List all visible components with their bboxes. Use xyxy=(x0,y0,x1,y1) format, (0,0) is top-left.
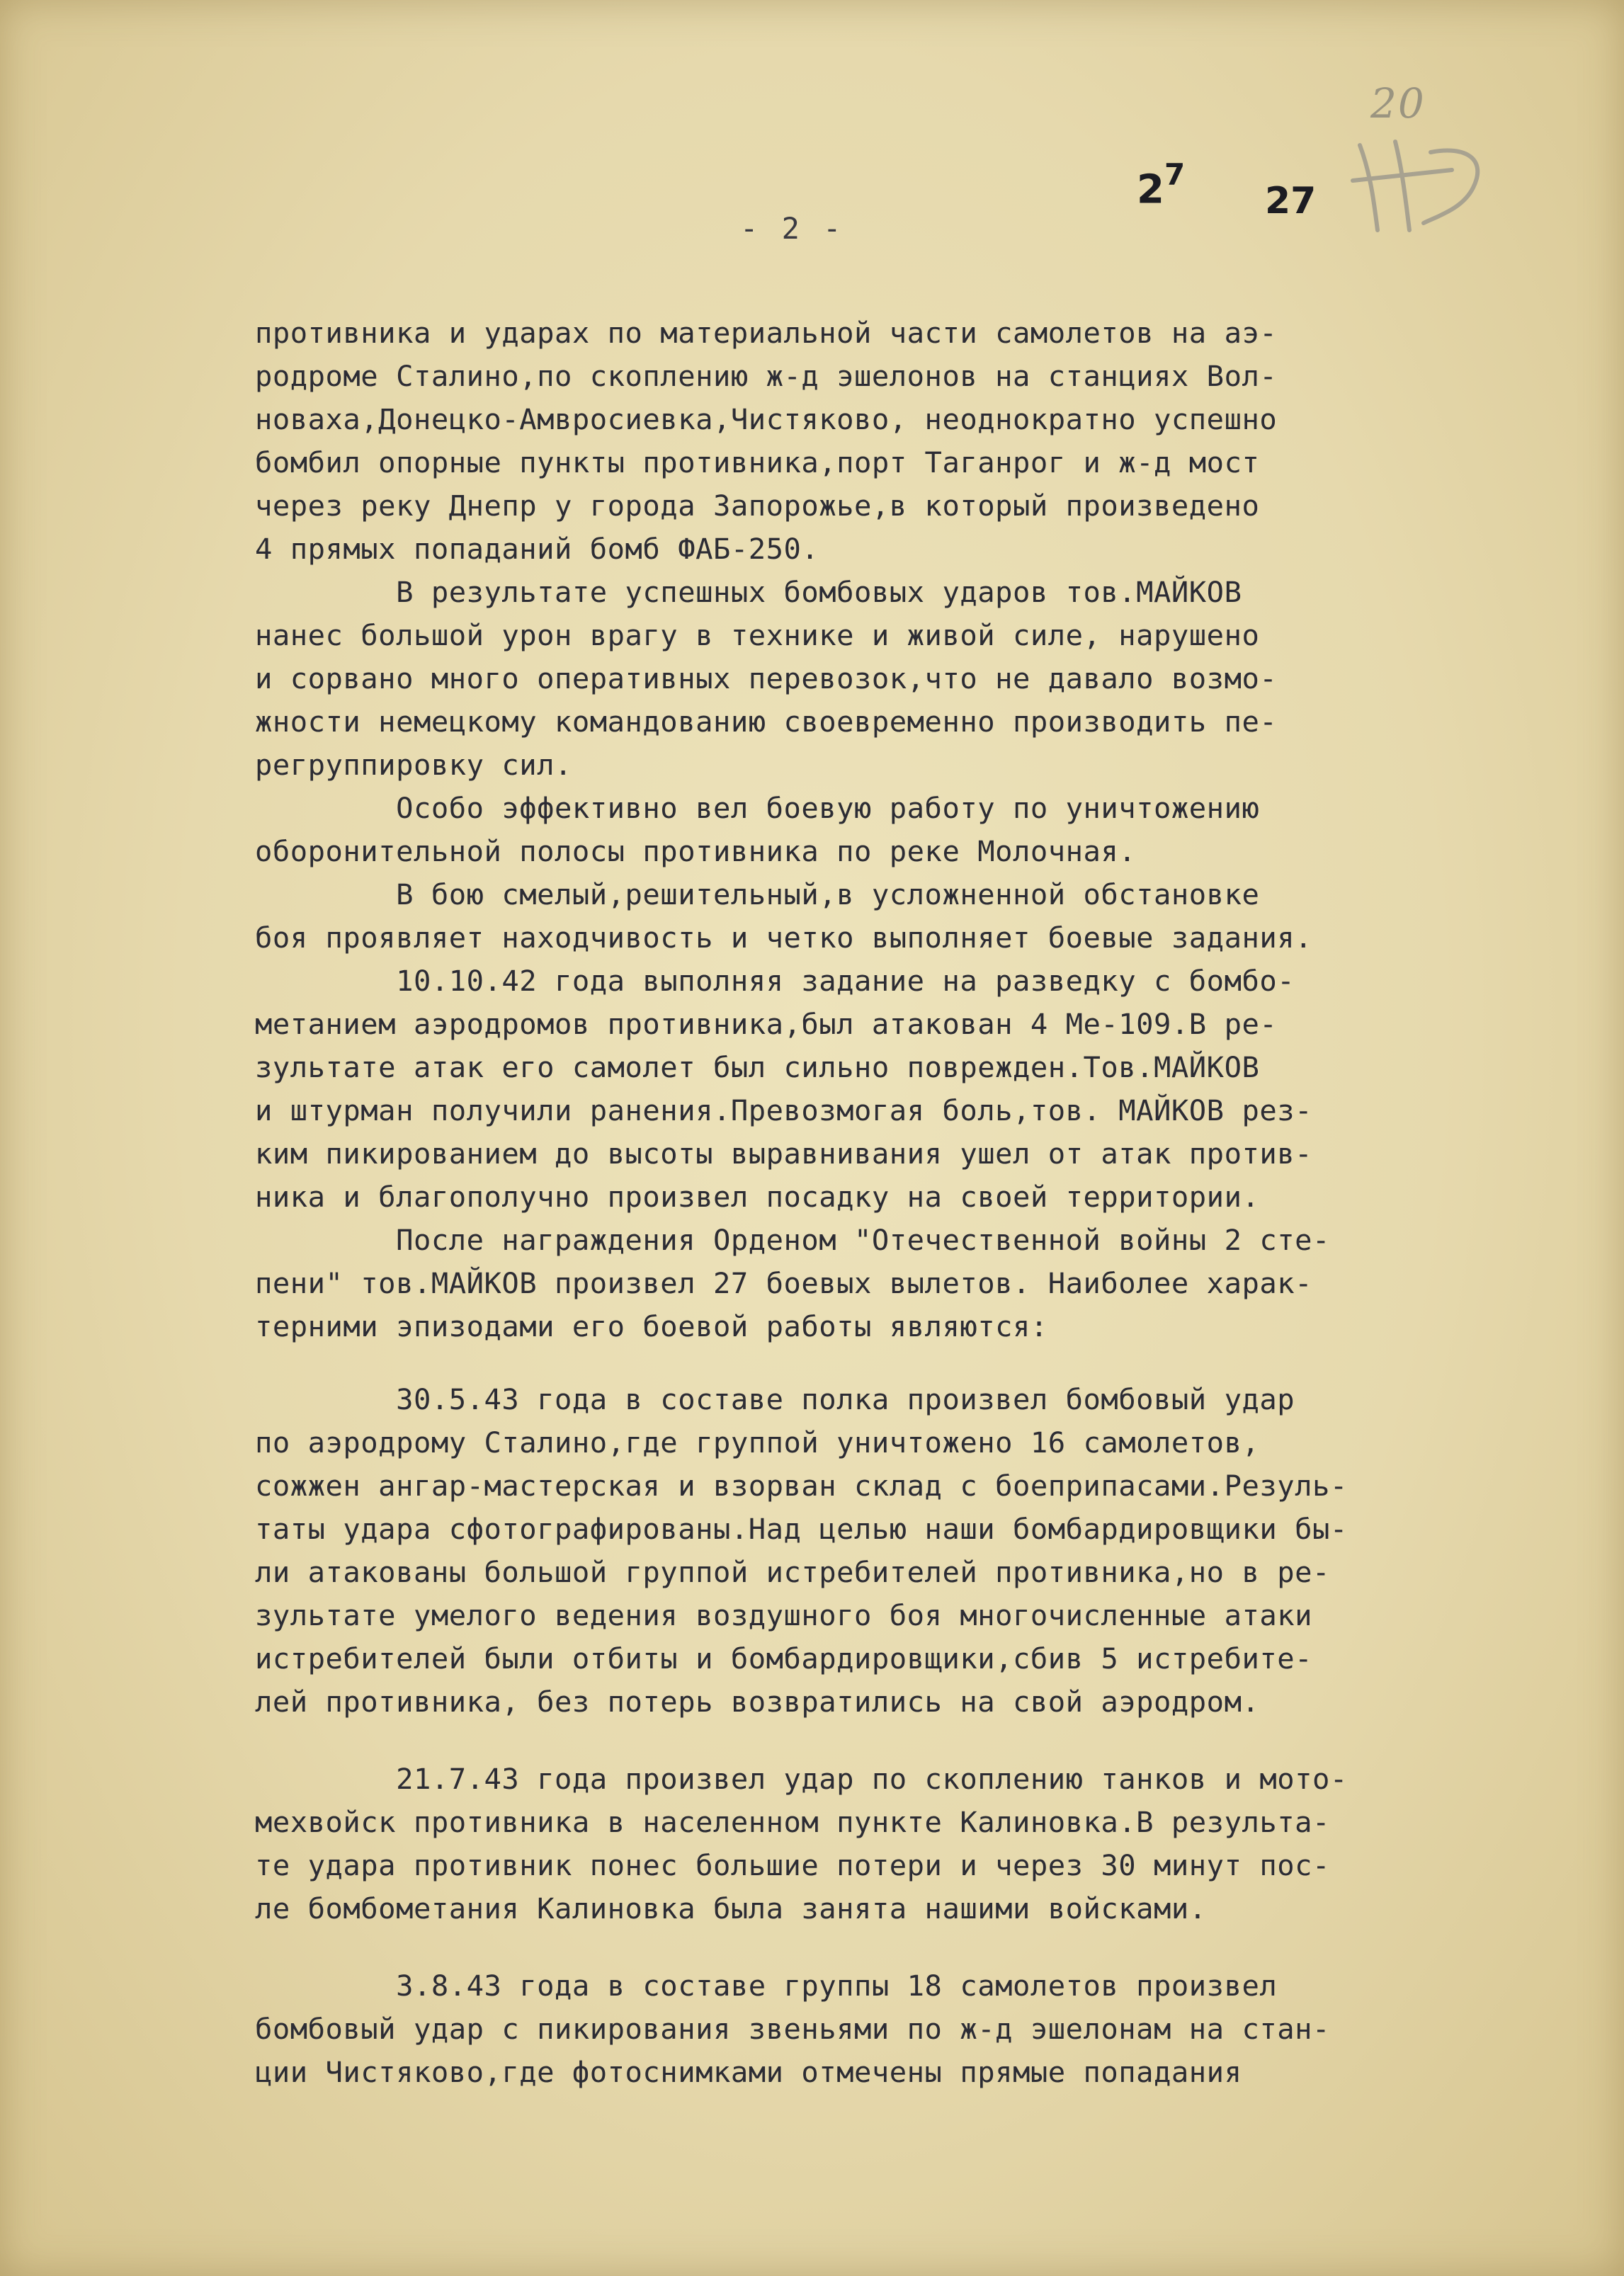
text-line: противника и ударах по материальной части самолетов на аэ- xyxy=(255,316,1278,350)
text-line: новаха,Донецко-Амвросиевка,Чистяково, неоднократно успешно xyxy=(255,402,1278,436)
paragraph xyxy=(255,1219,1544,1348)
text-line: зультате атак его самолет был сильно поврежден.Тов.МАЙКОВ xyxy=(255,1050,1260,1084)
text-line: 4 прямых попаданий бомб ФАБ-250. xyxy=(255,532,819,566)
text-line: Особо эффективно вел боевую работу по уничтожению xyxy=(255,791,1260,825)
page-number: - 2 - xyxy=(740,211,844,246)
episode-paragraph xyxy=(255,1378,1544,1724)
paragraph-gap xyxy=(255,1348,1544,1378)
text-line: ким пикированием до высоты выравнивания ушел от атак против- xyxy=(255,1137,1312,1171)
text-line: регруппировку сил. xyxy=(255,748,572,782)
text-line: 21.7.43 года произвел удар по скоплению танков и мото- xyxy=(255,1762,1348,1796)
text-line: терними эпизодами его боевой работы являются: xyxy=(255,1309,1048,1343)
typed-text-body xyxy=(255,312,1544,2094)
text-line: В бою смелый,решительный,в усложненной обстановке xyxy=(255,877,1260,911)
paragraph xyxy=(255,960,1544,1219)
text-line: и сорвано много оперативных перевозок,что не давало возмо- xyxy=(255,661,1278,695)
text-line: бомбил опорные пункты противника,порт Таганрог и ж-д мост xyxy=(255,445,1260,479)
text-line: через реку Днепр у города Запорожье,в который произведено xyxy=(255,489,1260,523)
text-line: ле бомбометания Калиновка была занята нашими войсками. xyxy=(255,1891,1207,1925)
text-line: те удара противник понес большие потери и через 30 минут пос- xyxy=(255,1848,1330,1882)
text-line: ли атакованы большой группой истребителей противника,но в ре- xyxy=(255,1555,1330,1589)
text-line: лей противника, без потерь возвратились на свой аэродром. xyxy=(255,1685,1260,1719)
text-line: После награждения Орденом "Отечественной войны 2 сте- xyxy=(255,1223,1330,1257)
text-line: мехвойск противника в населенном пункте Калиновка.В результа- xyxy=(255,1805,1330,1839)
stamp-page-number-right: 27 xyxy=(1265,180,1317,222)
text-line: пени" тов.МАЙКОВ произвел 27 боевых вылетов. Наиболее харак- xyxy=(255,1266,1312,1300)
text-line: таты удара сфотографированы.Над целью наши бомбардировщики бы- xyxy=(255,1512,1348,1546)
text-line: нанес большой урон врагу в технике и живой силе, нарушено xyxy=(255,618,1260,652)
archive-scribble-mark xyxy=(1346,131,1501,237)
paragraph xyxy=(255,787,1544,873)
paragraph xyxy=(255,312,1544,571)
paragraph xyxy=(255,873,1544,960)
text-line: ника и благополучно произвел посадку на своей территории. xyxy=(255,1180,1260,1214)
archive-page-number-mark: 20 xyxy=(1370,79,1426,127)
text-line: зультате умелого ведения воздушного боя многочисленные атаки xyxy=(255,1598,1312,1632)
text-line: и штурман получили ранения.Превозмогая боль,тов. МАЙКОВ рез- xyxy=(255,1093,1312,1127)
text-line: по аэродрому Сталино,где группой уничтожено 16 самолетов, xyxy=(255,1426,1260,1460)
paragraph xyxy=(255,571,1544,787)
text-line: бомбовый удар с пикирования звеньями по ж-д эшелонам на стан- xyxy=(255,2012,1330,2046)
text-line: В результате успешных бомбовых ударов тов.МАЙКОВ xyxy=(255,575,1242,609)
text-line: боя проявляет находчивость и четко выполняет боевые задания. xyxy=(255,921,1312,955)
text-line: 3.8.43 года в составе группы 18 самолетов произвел xyxy=(255,1969,1278,2003)
text-line: жности немецкому командованию своевременно производить пе- xyxy=(255,705,1278,739)
paragraph-gap xyxy=(255,1724,1544,1758)
text-line: оборонительной полосы противника по реке Молочная. xyxy=(255,834,1137,868)
text-line: родроме Сталино,по скоплению ж-д эшелонов на станциях Вол- xyxy=(255,359,1278,393)
text-line: 10.10.42 года выполняя задание на разведку с бомбо- xyxy=(255,964,1295,998)
text-line: метанием аэродромов противника,был атакован 4 Ме-109.В ре- xyxy=(255,1007,1278,1041)
episode-paragraph xyxy=(255,1964,1544,2094)
paragraph-gap xyxy=(255,1930,1544,1964)
text-line: 30.5.43 года в составе полка произвел бомбовый удар xyxy=(255,1382,1295,1416)
text-line: истребителей были отбиты и бомбардировщики,сбив 5 истребите- xyxy=(255,1641,1312,1675)
text-line: сожжен ангар-мастерская и взорван склад с боеприпасами.Резуль- xyxy=(255,1469,1348,1503)
text-line: ции Чистяково,где фотоснимками отмечены прямые попадания xyxy=(255,2055,1242,2089)
stamp-page-number-left: $2^7$ xyxy=(1137,157,1186,213)
episode-paragraph xyxy=(255,1758,1544,1930)
